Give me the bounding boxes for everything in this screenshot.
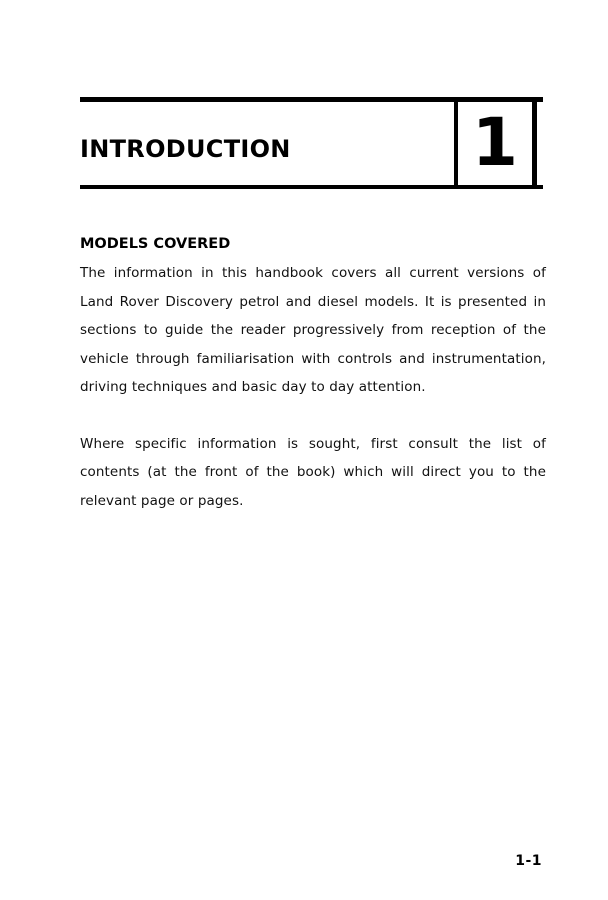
chapter-title: INTRODUCTION (80, 135, 291, 163)
header-bottom-rule (80, 185, 543, 189)
section-heading: MODELS COVERED (80, 236, 231, 252)
chapter-number-box (454, 97, 537, 189)
paragraph-contents-guidance: Where specific information is sought, first consult the list of contents (at the front of the book) which will direct you to the relevant page or pages. (80, 435, 546, 509)
page-number: 1-1 (515, 853, 542, 869)
section-content (80, 233, 546, 515)
chapter-number: 1 (472, 104, 518, 181)
chapter-header (80, 97, 543, 195)
paragraph-intro: The information in this handbook covers all current versions of Land Rover Discovery petrol and diesel models. It is presented in sections to guide the reader progressively from reception of the vehicle through familiarisation with controls and instrumentation, driving techniques and basic day to day attention. (80, 265, 546, 395)
